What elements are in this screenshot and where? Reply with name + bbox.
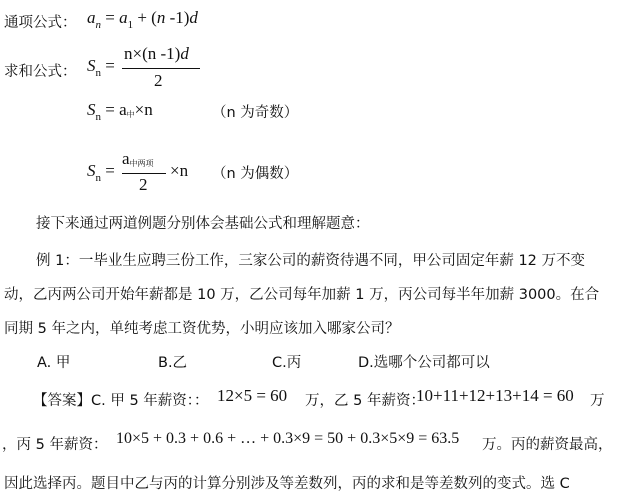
answer-formula-jia: 12×5 = 60: [217, 386, 288, 405]
fraction-bar: [122, 173, 166, 174]
answer-formula-bing: 10×5 + 0.3 + 0.6 + … + 0.3×9 = 50 + 0.3×5×9 = 63.5: [116, 430, 460, 447]
even-times-n: ×n: [170, 161, 189, 180]
example-line-2: 动，乙丙两公司开始年薪都是 10 万，乙公司每年加薪 1 万，丙公司每半年加薪 3000。在合: [4, 287, 600, 303]
sum-formula-numerator: n×(n -1)d: [124, 44, 189, 63]
general-term-formula: $a_n = a_1 + (n$ -1)d: [87, 8, 198, 31]
answer-line-1-unit: 万: [590, 393, 605, 409]
option-d: D.选哪个公司都可以: [358, 355, 490, 371]
even-note: （n 为偶数）: [212, 166, 299, 182]
sum-formula-fraction: [122, 44, 202, 94]
option-c: C.丙: [272, 355, 302, 371]
even-sum-denominator: 2: [139, 175, 148, 194]
option-a: A. 甲: [37, 355, 71, 371]
sum-formula-label: 求和公式：: [4, 64, 77, 80]
general-term-label: 通项公式：: [4, 15, 77, 31]
even-sum-lhs: $S_n$ =: [87, 161, 115, 184]
even-sum-fraction: [122, 149, 172, 199]
answer-line-2-text-2: 万。丙的薪资最高，: [482, 437, 613, 453]
even-sum-numerator: a中两项: [122, 149, 154, 168]
example-line-3: 同期 5 年之内，单纯考虑工资优势，小明应该加入哪家公司？: [4, 321, 400, 337]
answer-line-1-text: 【答案】C. 甲 5 年薪资：：: [33, 393, 209, 409]
odd-sum-formula: $S_n = a$中×n: [87, 100, 153, 123]
fraction-bar: [122, 68, 200, 69]
example-line-1: 例 1：一毕业生应聘三份工作，三家公司的薪资待遇不同，甲公司固定年薪 12 万不变: [36, 253, 586, 269]
answer-line-1-text-2: 万，乙 5 年薪资：: [305, 393, 425, 409]
answer-formula-yi: 10+11+12+13+14 = 60: [416, 386, 574, 405]
answer-line-3: 因此选择丙。题目中乙与丙的计算分别涉及等差数列，丙的求和是等差数列的变式。选 C: [4, 476, 570, 492]
answer-line-2-text: ，丙 5 年薪资：: [2, 437, 108, 453]
odd-note: （n 为奇数）: [212, 105, 299, 121]
sum-formula-denominator: 2: [154, 71, 163, 90]
intro-paragraph: 接下来通过两道例题分别体会基础公式和理解题意：: [36, 216, 370, 232]
sum-formula-lhs: $S_n$ =: [87, 56, 115, 79]
option-b: B.乙: [158, 355, 188, 371]
